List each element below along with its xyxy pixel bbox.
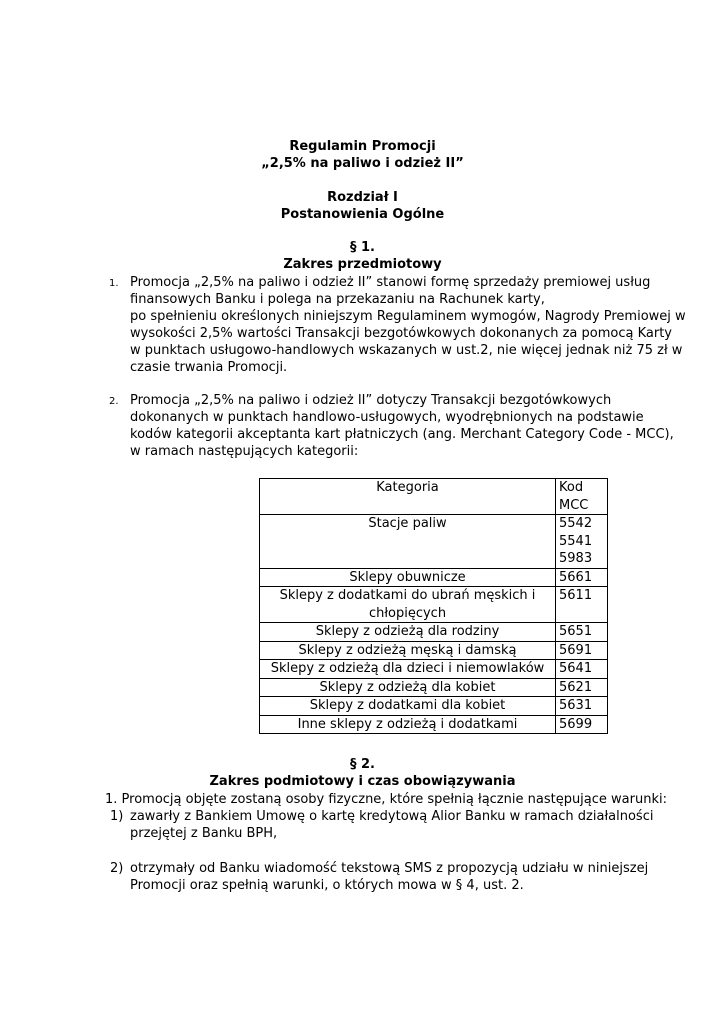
- mcc-table: [259, 478, 608, 734]
- table-row: [260, 623, 608, 642]
- category-cell: [260, 587, 556, 623]
- section2-number: § 2.: [349, 757, 375, 772]
- mcc-code: 5541: [559, 533, 593, 549]
- section1-item1-line: czasie trwania Promocji.: [130, 360, 288, 375]
- category-line: chłopięcych: [368, 605, 447, 621]
- section1-item2-line: w ramach następujących kategorii:: [130, 444, 359, 459]
- category-cell: Sklepy obuwnicze: [260, 568, 556, 587]
- section1-item2-line: kodów kategorii akceptanta kart płatniczych (ang. Merchant Category Code - MCC),: [130, 427, 674, 442]
- document-title: Regulamin Promocji: [289, 139, 436, 154]
- category-cell: Sklepy z odzieżą dla kobiet: [260, 678, 556, 697]
- code-cell: [556, 515, 608, 569]
- section2-sub1-line: przejętej z Banku BPH,: [130, 826, 278, 841]
- table-row: [260, 678, 608, 697]
- category-cell: Sklepy z odzieżą dla rodziny: [260, 623, 556, 642]
- section1-item1-line: finansowych Banku i polega na przekazaniu na Rachunek karty,: [130, 292, 545, 307]
- section1-item2-line: dokonanych w punktach handlowo-usługowych, wyodrębnionych na podstawie: [130, 410, 644, 425]
- section2-sub2-line: Promocji oraz spełnią warunki, o których mowa w § 4, ust. 2.: [130, 878, 524, 893]
- section1-item2-line: Promocja „2,5% na paliwo i odzież II” dotyczy Transakcji bezgotówkowych: [130, 393, 612, 408]
- section2-title: Zakres podmiotowy i czas obowiązywania: [209, 774, 516, 789]
- table-row: [260, 697, 608, 716]
- table-row: [260, 568, 608, 587]
- table-row: [260, 641, 608, 660]
- mcc-code: 5651: [556, 623, 608, 642]
- table-header-row: [260, 479, 608, 515]
- mcc-code: 5542: [559, 516, 593, 531]
- category-cell: Sklepy z odzieżą dla dzieci i niemowlaków: [260, 660, 556, 679]
- category-cell: Sklepy z odzieżą męską i damską: [260, 641, 556, 660]
- category-line: Sklepy z dodatkami do ubrań męskich i: [279, 588, 536, 603]
- mcc-code: 5661: [556, 568, 608, 587]
- section1-number: § 1.: [349, 240, 375, 255]
- mcc-code: 5631: [556, 697, 608, 716]
- table-row: [260, 715, 608, 734]
- header-category: Kategoria: [260, 479, 556, 515]
- mcc-code: 5699: [556, 715, 608, 734]
- table-row: [260, 660, 608, 679]
- mcc-code: 5691: [556, 641, 608, 660]
- section1-title: Zakres przedmiotowy: [283, 257, 442, 272]
- mcc-code: 5611: [556, 587, 608, 623]
- section1-item2-marker: 2.: [109, 396, 119, 407]
- document-subtitle: „2,5% na paliwo i odzież II”: [261, 156, 464, 171]
- mcc-code: 5641: [556, 660, 608, 679]
- header-code-line: Kod: [559, 480, 584, 495]
- category-cell: Stacje paliw: [260, 515, 556, 569]
- section1-item1-line: po spełnieniu określonych niniejszym Regulaminem wymogów, Nagrody Premiowej w: [130, 309, 686, 324]
- chapter-title: Postanowienia Ogólne: [280, 207, 445, 222]
- section2-sub2-line: otrzymały od Banku wiadomość tekstową SMS z propozycją udziału w niniejszej: [130, 861, 649, 876]
- section1-item1-line: Promocja „2,5% na paliwo i odzież II” stanowi formę sprzedaży premiowej usług: [130, 275, 651, 290]
- section2-sub2-marker: 2): [110, 861, 124, 876]
- mcc-code: 5983: [559, 551, 593, 566]
- section1-item1-marker: 1.: [109, 278, 119, 289]
- category-cell: Inne sklepy z odzieżą i dodatkami: [260, 715, 556, 734]
- category-cell: Sklepy z dodatkami dla kobiet: [260, 697, 556, 716]
- mcc-code: 5621: [556, 678, 608, 697]
- header-code: [556, 479, 608, 515]
- section2-sub1-line: zawarły z Bankiem Umowę o kartę kredytową Alior Banku w ramach działalności: [130, 809, 654, 824]
- table-row: [260, 515, 608, 569]
- section1-item1-line: w punktach usługowo-handlowych wskazanych w ust.2, nie więcej jednak niż 75 zł w: [130, 343, 683, 358]
- table-row: [260, 587, 608, 623]
- section1-item1-line: wysokości 2,5% wartości Transakcji bezgotówkowych dokonanych za pomocą Karty: [130, 326, 673, 341]
- section2-sub1-marker: 1): [110, 809, 124, 824]
- chapter-number: Rozdział I: [327, 190, 398, 205]
- section2-item1: 1. Promocją objęte zostaną osoby fizyczne, które spełnią łącznie następujące warunki:: [105, 792, 667, 807]
- header-code-line: MCC: [559, 497, 589, 513]
